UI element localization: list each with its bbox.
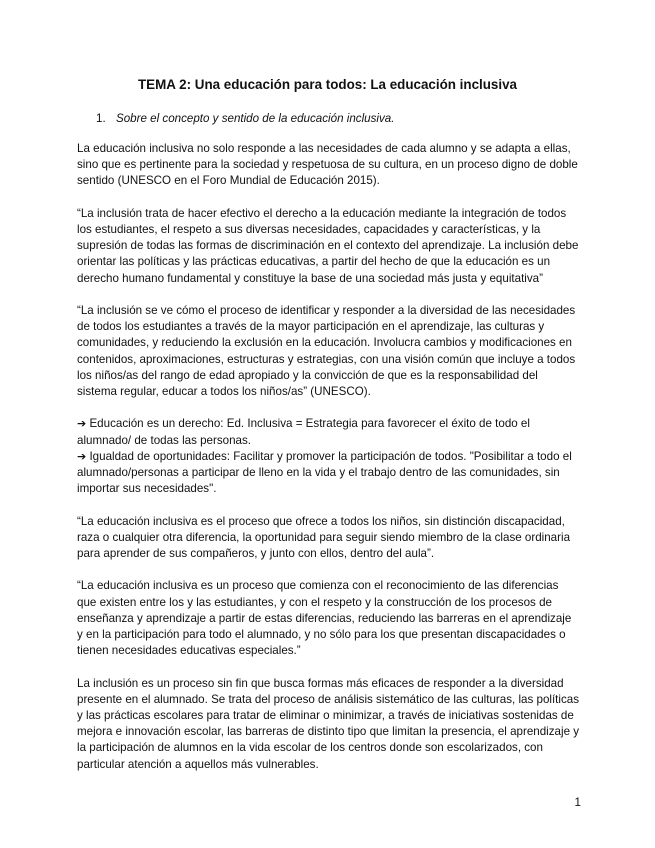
arrow-item-text: Igualdad de oportunidades: Facilitar y promover la participación de todos. "Posibilitar a todo el alumnado/personas a participar de lleno en la vida y el trabajo dentro de las comunidades, sin importar sus necesidades". bbox=[77, 449, 572, 496]
arrow-item bbox=[77, 449, 580, 498]
paragraph: “La inclusión trata de hacer efectivo el derecho a la educación mediante la integración de todos los estudiantes, el respeto a sus diversas necesidades, capacidades y características, y la supresión de todas las formas de discriminación en el contexto del aprendizaje. La inclusión debe orientar las políticas y las prácticas educativas, a partir del hecho de que la educación es un derecho humano fundamental y constituye la base de una sociedad más justa y equitativa” bbox=[77, 206, 579, 285]
arrow-icon: ➔ bbox=[77, 417, 87, 431]
page-number: 1 bbox=[574, 796, 581, 809]
arrow-item bbox=[77, 416, 580, 448]
paragraph: La educación inclusiva no solo responde a las necesidades de cada alumno y se adapta a ellas, sino que es pertinente para la sociedad y respetuosa de su cultura, en un proceso digno de doble sentido (UNESCO en el Foro Mundial de Educación 2015). bbox=[77, 142, 578, 188]
section-heading-text: Sobre el concepto y sentido de la educación inclusiva. bbox=[116, 112, 395, 125]
paragraph: “La educación inclusiva es un proceso que comienza con el reconocimiento de las diferencias que existen entre los y las estudiantes, y con el respeto y la construcción de los procesos de enseñanza y aprendizaje a partir de estas diferencias, reduciendo las barreras en el aprendizaje y en la participación para todo el alumnado, y no sólo para los que presentan discapacidades o tienen necesidades educativas especiales.” bbox=[77, 579, 572, 658]
document-body bbox=[77, 141, 580, 789]
section-number: 1. bbox=[96, 112, 106, 125]
paragraph: “La educación inclusiva es el proceso que ofrece a todos los niños, sin distinción discapacidad, raza o cualquier otra diferencia, la oportunidad para seguir siendo miembro de la clase ordinaria para aprender de sus compañeros, y junto con ellos, dentro del aula”. bbox=[77, 514, 571, 561]
page-title: TEMA 2: Una educación para todos: La educación inclusiva bbox=[138, 77, 517, 92]
section-heading bbox=[96, 111, 394, 127]
arrow-item-text: Educación es un derecho: Ed. Inclusiva = Estrategia para favorecer el éxito de todo el alumnado/ de todas las personas. bbox=[77, 417, 530, 447]
paragraph: “La inclusión se ve cómo el proceso de identificar y responder a la diversidad de las necesidades de todos los estudiantes a través de la mayor participación en el aprendizaje, las culturas y comunidades, y reduciendo la exclusión en la educación. Involucra cambios y modificaciones en contenidos, aproximaciones, estructuras y estrategias, con una visión común que incluye a todos los niños/as del rango de edad apropiado y la convicción de que es la responsabilidad del sistema regular, educar a todos los niños/as” (UNESCO). bbox=[77, 304, 576, 399]
paragraph: La inclusión es un proceso sin fin que busca formas más eficaces de responder a la diversidad presente en el alumnado. Se trata del proceso de análisis sistemático de las culturas, las políticas y las prácticas escolares para tratar de eliminar o minimizar, a través de iniciativas sostenidas de mejora e innovación escolar, las barreras de distinto tipo que limitan la presencia, el aprendizaje y la participación de alumnos en la vida escolar de los centros donde son escolarizados, con particular atención a aquellos más vulnerables. bbox=[77, 676, 580, 771]
arrow-icon: ➔ bbox=[77, 449, 87, 463]
